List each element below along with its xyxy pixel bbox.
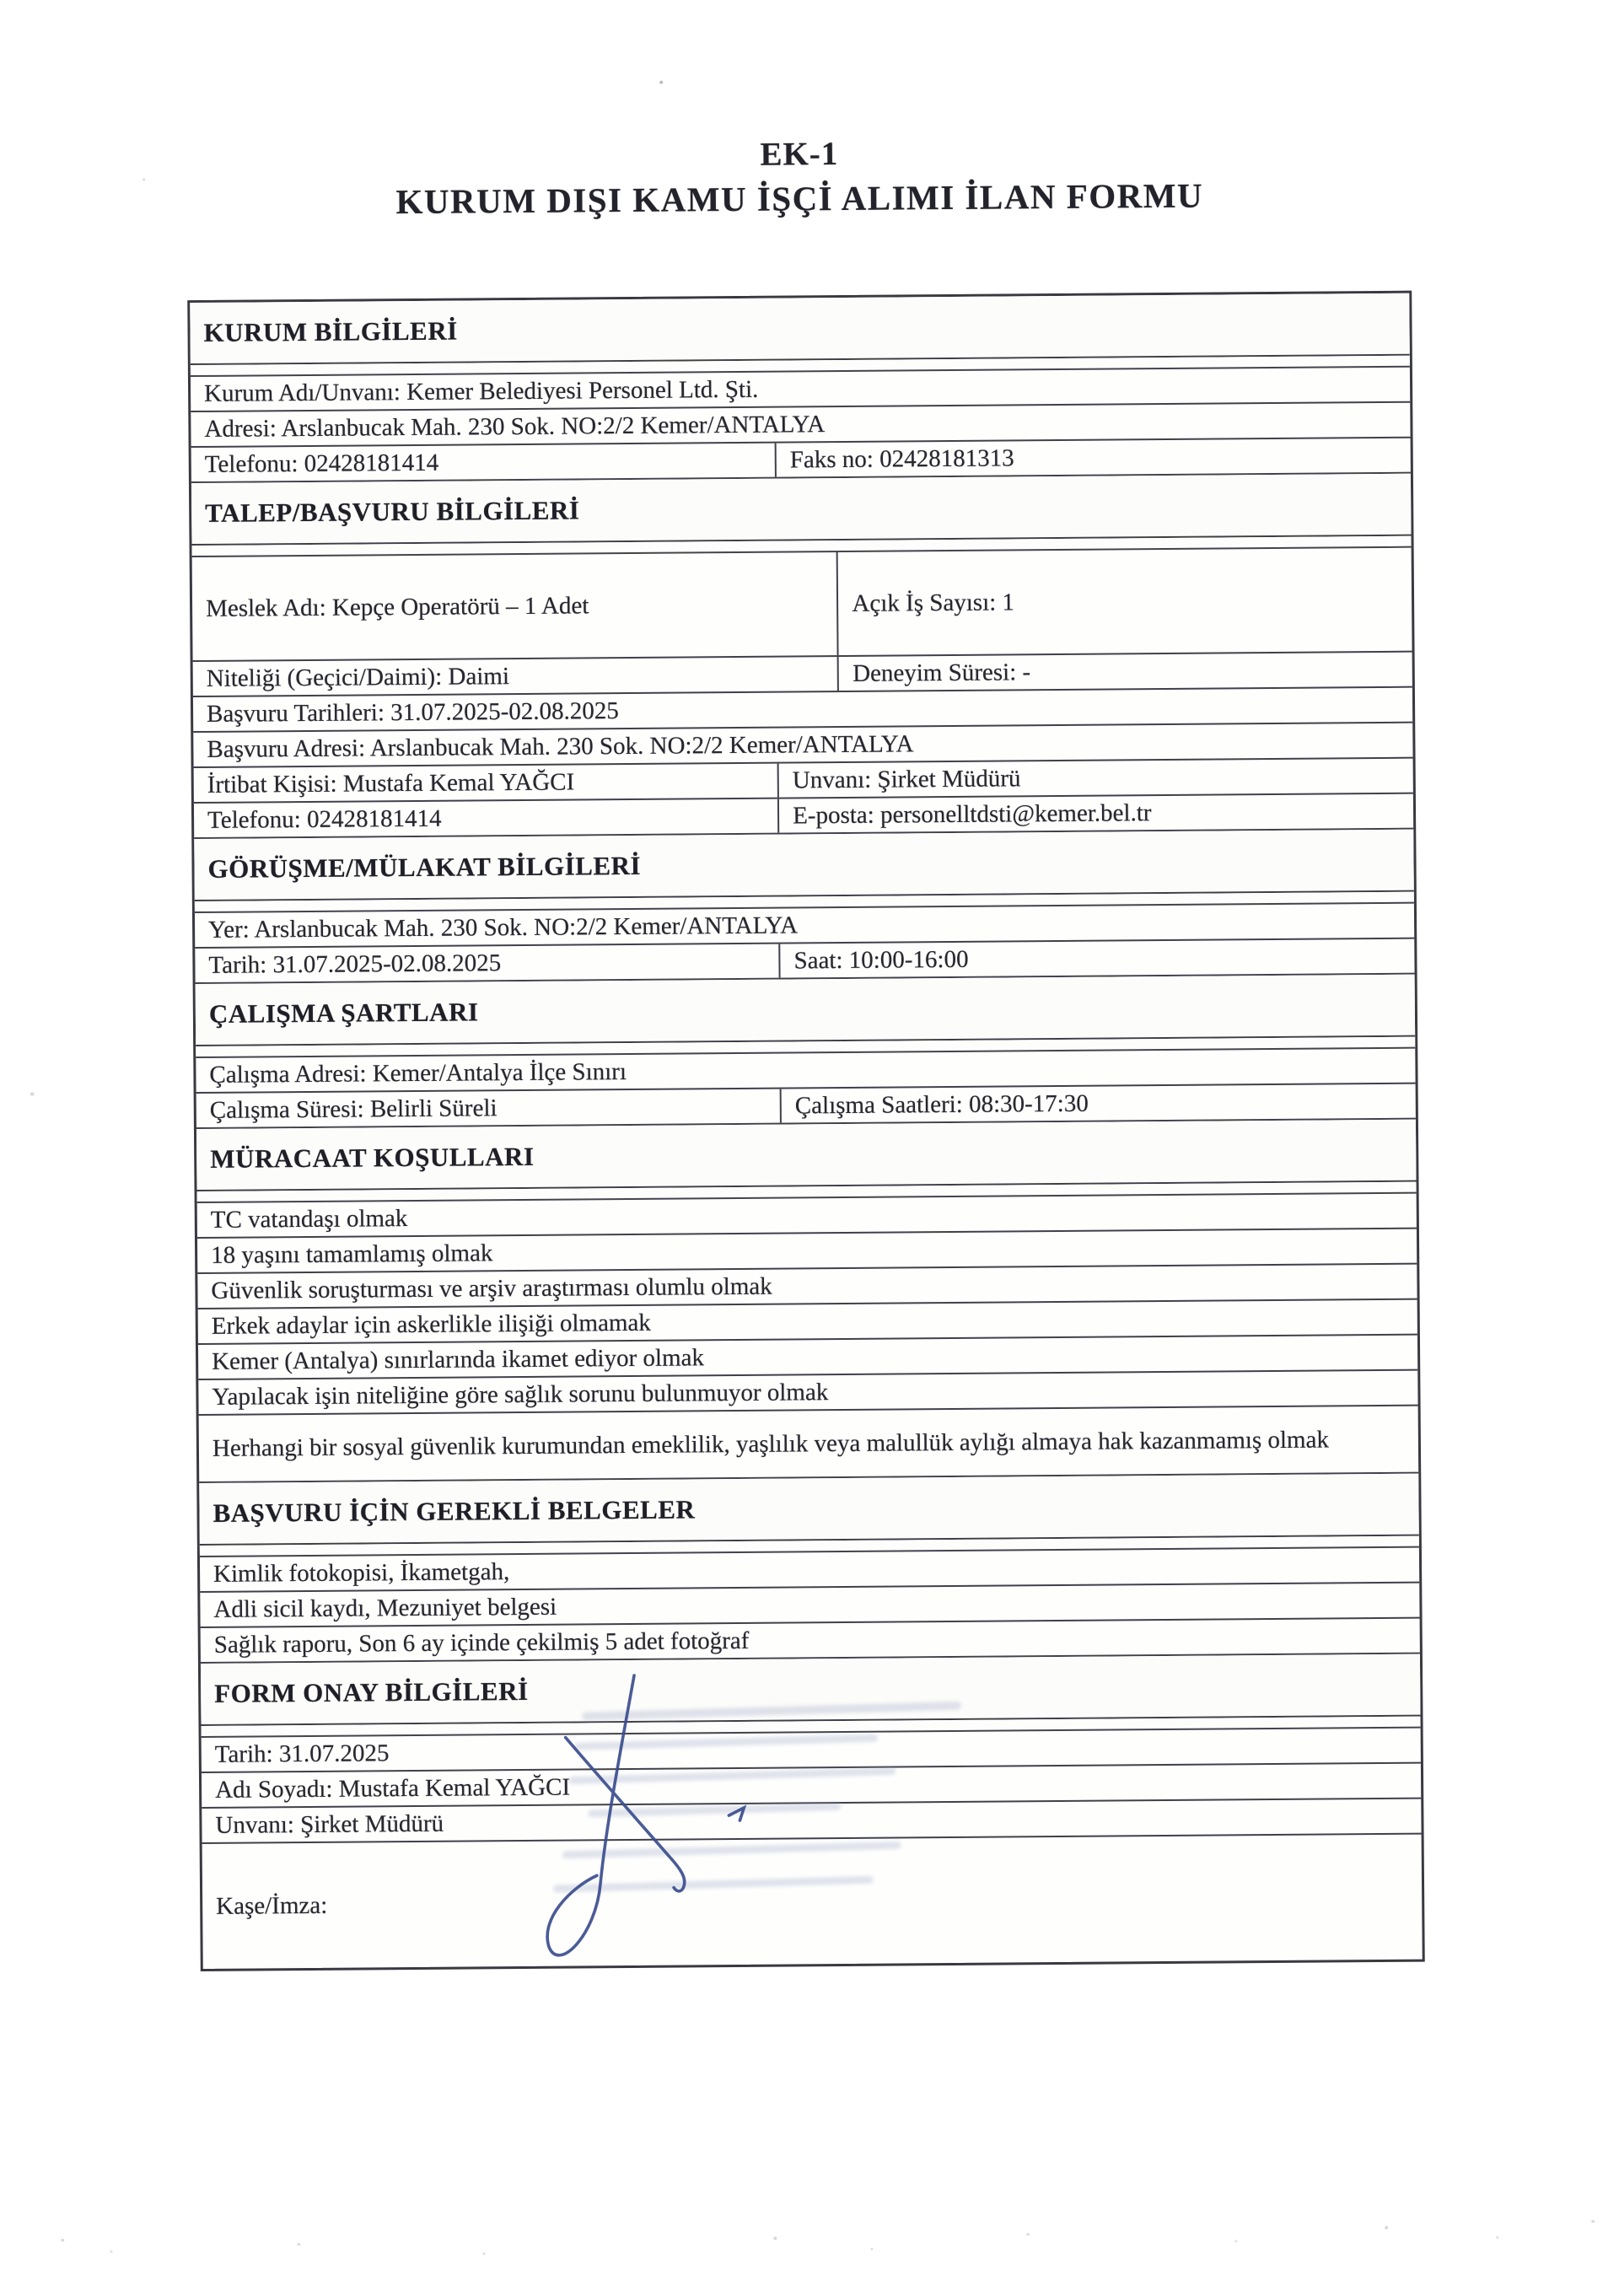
field-unvani: Unvanı: Şirket Müdürü (792, 764, 1021, 793)
field-meslek-adi: Meslek Adı: Kepçe Operatörü – 1 Adet (192, 552, 839, 660)
section-header-muracaat-kosullari: MÜRACAAT KOŞULLARI (196, 1120, 1417, 1191)
field-onay-tarih: Tarih: 31.07.2025 (214, 1739, 390, 1768)
field-deneyim-suresi: Deneyim Süresi: - (852, 658, 1031, 687)
title-form-name: KURUM DIŞI KAMU İŞÇİ ALIMI İLAN FORMU (395, 175, 1204, 222)
kosul-item: Erkek adaylar için askerlikle ilişiği olmamak (211, 1309, 651, 1340)
kosul-item: 18 yaşını tamamlamış olmak (211, 1239, 493, 1269)
belge-item: Kimlik fotokopisi, İkametgah, (212, 1557, 510, 1588)
field-onay-unvani: Unvanı: Şirket Müdürü (215, 1809, 444, 1839)
field-yer: Yer: Arslanbucak Mah. 230 Sok. NO:2/2 Kemer/ANTALYA (207, 911, 799, 944)
field-irtibat-kisisi: İrtibat Kişisi: Mustafa Kemal YAĞCI (194, 764, 779, 802)
field-adi-soyadi: Adı Soyadı: Mustafa Kemal YAĞCI (214, 1773, 571, 1804)
section-header-gerekli-belgeler: BAŞVURU İÇİN GEREKLİ BELGELER (199, 1474, 1419, 1546)
scan-noise (0, 0, 1611, 7)
table-row-kase-imza (202, 1835, 1423, 1969)
field-telefonu-2: Telefonu: 02428181414 (194, 799, 779, 837)
section-header-calisma-sartlari: ÇALIŞMA ŞARTLARI (196, 975, 1416, 1046)
table-row-meslek (192, 548, 1412, 662)
kosul-item: Güvenlik soruşturması ve arşiv araştırması olumlu olmak (211, 1272, 772, 1304)
field-eposta: E-posta: personelltdsti@kemer.bel.tr (793, 798, 1152, 829)
form-table (187, 291, 1425, 1971)
kosul-item: Yapılacak işin niteliğine göre sağlık sorunu bulunmuyor olmak (212, 1378, 829, 1411)
field-adresi: Adresi: Arslanbucak Mah. 230 Sok. NO:2/2 Kemer/ANTALYA (204, 410, 826, 443)
field-telefonu: Telefonu: 02428181414 (191, 444, 777, 481)
field-kurum-adi: Kurum Adı/Unvanı: Kemer Belediyesi Personel Ltd. Şti. (203, 375, 759, 407)
section-header-talep-basvuru: TALEP/BAŞVURU BİLGİLERİ (191, 474, 1412, 546)
field-calisma-suresi: Çalışma Süresi: Belirli Süreli (196, 1089, 782, 1127)
field-basvuru-tarihleri: Başvuru Tarihleri: 31.07.2025-02.08.2025 (206, 696, 619, 728)
page-title (0, 129, 1605, 225)
field-kase-imza-label: Kaşe/İmza: (216, 1891, 328, 1920)
field-acik-is-sayisi: Açık İş Sayısı: 1 (852, 588, 1015, 617)
field-tarih: Tarih: 31.07.2025-02.08.2025 (195, 944, 780, 982)
field-saat: Saat: 10:00-16:00 (793, 945, 969, 974)
section-header-gorusme-mulakat: GÖRÜŞME/MÜLAKAT BİLGİLERİ (194, 830, 1414, 901)
table-row-kosul (199, 1406, 1419, 1483)
section-header-form-onay: FORM ONAY BİLGİLERİ (201, 1654, 1421, 1726)
field-niteligi: Niteliği (Geçici/Daimi): Daimi (193, 657, 840, 696)
field-calisma-adresi: Çalışma Adresi: Kemer/Antalya İlçe Sınırı (209, 1057, 627, 1089)
kosul-item: Kemer (Antalya) sınırlarında ikamet ediyor olmak (212, 1343, 705, 1375)
belge-item: Sağlık raporu, Son 6 ay içinde çekilmiş 5 adet fotoğraf (213, 1627, 750, 1659)
kosul-item: TC vatandaşı olmak (210, 1204, 408, 1234)
field-basvuru-adresi: Başvuru Adresi: Arslanbucak Mah. 230 Sok. NO:2/2 Kemer/ANTALYA (207, 729, 914, 763)
field-calisma-saatleri: Çalışma Saatleri: 08:30-17:30 (794, 1089, 1089, 1119)
title-ek1: EK-1 (760, 136, 839, 173)
field-faks: Faks no: 02428181313 (789, 444, 1014, 473)
belge-item: Adli sicil kaydı, Mezuniyet belgesi (213, 1593, 557, 1623)
section-header-kurum-bilgileri: KURUM BİLGİLERİ (190, 293, 1410, 365)
kosul-item: Herhangi bir sosyal güvenlik kurumundan emeklilik, yaşlılık veya malullük aylığı almaya hak kazanmamış olmak (212, 1425, 1330, 1462)
